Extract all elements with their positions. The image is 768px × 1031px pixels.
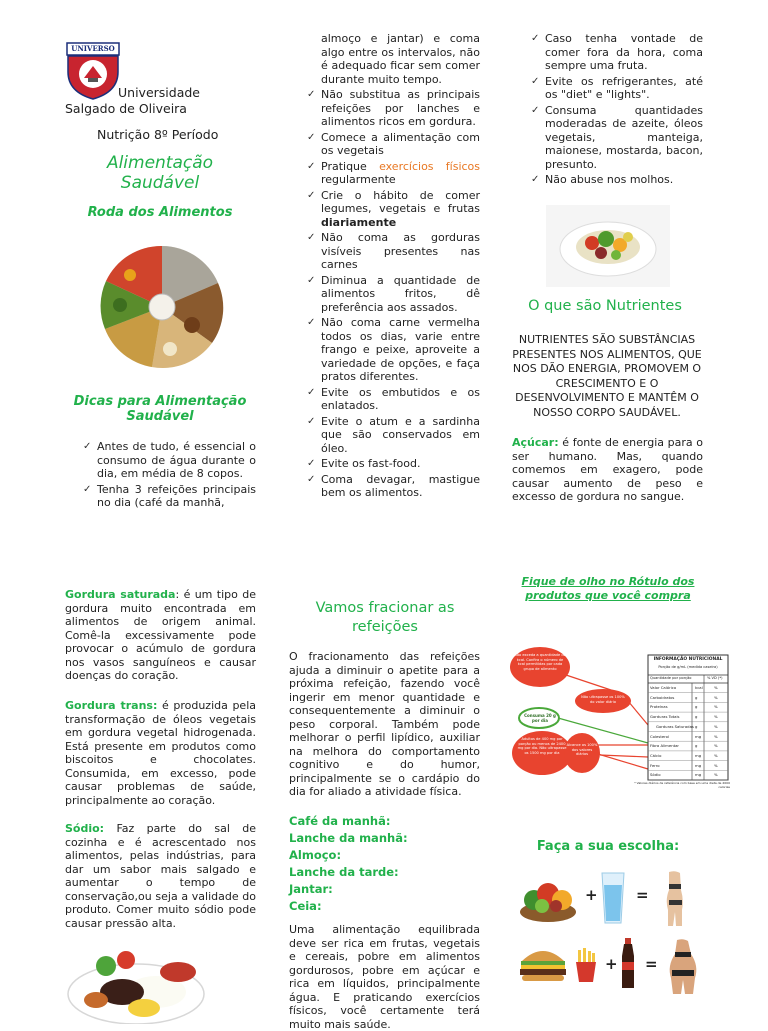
sugar-paragraph bbox=[512, 436, 703, 504]
trans-fat-paragraph bbox=[65, 699, 256, 807]
overweight-body-image bbox=[665, 938, 701, 996]
check-icon: ✓ bbox=[83, 483, 92, 495]
meal-item: Ceia: bbox=[289, 899, 322, 913]
check-icon: ✓ bbox=[307, 317, 316, 328]
check-icon: ✓ bbox=[531, 33, 540, 44]
slim-body-image bbox=[660, 870, 690, 928]
table-row: Carboidratos g % bbox=[650, 694, 718, 700]
logo-text: UNIVERSO bbox=[71, 44, 115, 53]
table-title: INFORMAÇÃO NUTRICIONAL bbox=[653, 657, 723, 662]
balanced-diet-paragraph: Uma alimentação equilibrada deve ser rica em frutas, vegetais e cereais, pobre em alimentos gordurosos, pobre em açúcar e rica em líquidos, principalmente água. E praticando exercícios físicos, você certamente terá muito mais saúde. bbox=[289, 923, 480, 1031]
salad-plate-image bbox=[546, 205, 670, 287]
table-subtitle: Porção de g/mL (medida caseira) bbox=[658, 665, 718, 669]
list-item: ✓ Coma devagar, mastigue bem os alimentos. bbox=[307, 472, 480, 499]
sugar-text: é fonte de energia para o ser humano. Mas, quando comemos em exagero, pode causar aumento de peso e excesso de gordura no sangue. bbox=[512, 436, 703, 503]
check-icon: ✓ bbox=[307, 274, 316, 286]
tips-title-line2: Saudável bbox=[126, 409, 194, 424]
table-row: Cálcio mg % bbox=[650, 752, 718, 758]
choice-title: Faça a sua escolha: bbox=[536, 839, 680, 854]
list-item: ✓ Tenha 3 refeições principais no dia (café da manhã, bbox=[83, 482, 256, 509]
water-glass-image bbox=[599, 871, 627, 925]
meals-title-line2: refeições bbox=[352, 619, 418, 635]
plus-sign-2: + bbox=[605, 955, 618, 973]
callout-daily: Alcance os 100% dos valores diários bbox=[566, 743, 598, 757]
equals-sign: = bbox=[636, 886, 649, 904]
list-item: ✓ Antes de tudo, é essencial o consumo de água durante o dia, em média de 8 copos. bbox=[83, 440, 256, 480]
meal-item: Lanche da tarde: bbox=[289, 865, 399, 879]
table-footnote: * Valores diários de referência com base em uma dieta de 2000 calorias bbox=[634, 781, 730, 789]
nutrients-definition: NUTRIENTES SÃO SUBSTÂNCIAS PRESENTES NOS ALIMENTOS, QUE NOS DÃO ENERGIA, PROMOVEM O CRESCIMENTO E O DESENVOLVIMENTO E MANTÊM O NOSSO CORPO SAUDÁVEL. bbox=[512, 333, 702, 419]
label-title-line2: produtos que você compra bbox=[525, 589, 691, 602]
brochure-title-line1: Alimentação bbox=[106, 153, 214, 173]
list-item: ✓ Crie o hábito de comer legumes, vegetais e frutas diariamente bbox=[307, 188, 480, 229]
check-icon: ✓ bbox=[307, 232, 316, 243]
check-icon: ✓ bbox=[531, 174, 540, 185]
callout-sodium: Adultos de 400 mg por porção ou menos de 2400 mg por dia. Não ultrapasse os 1500 mg por dia bbox=[517, 737, 567, 755]
trans-fat-text: é produzida pela transformação de óleos vegetais em gordura vegetal hidrogenada. Está presente em produtos como biscoitos e chocolates. Consumida, em excesso, pode causar problemas de saúde, principalmente ao coração. bbox=[65, 699, 256, 807]
sodium-paragraph bbox=[65, 822, 256, 930]
highlight-link[interactable]: exercícios físicos bbox=[379, 159, 481, 173]
meals-title-line1: Vamos fracionar as bbox=[315, 600, 455, 616]
meals-list bbox=[289, 813, 480, 915]
tips-list-col1 bbox=[81, 440, 256, 512]
check-icon: ✓ bbox=[307, 386, 316, 398]
tips-continuation: almoço e jantar) e coma algo entre os intervalos, não é adequado ficar sem comer durante muito tempo. bbox=[321, 32, 480, 86]
food-wheel-image bbox=[100, 245, 224, 369]
list-item: ✓ Não coma as gorduras visíveis presentes nas carnes bbox=[307, 231, 480, 271]
callout-fiber: Consuma 20 g por dia bbox=[524, 713, 556, 723]
rice-beans-plate-image bbox=[66, 942, 208, 1024]
list-item: ✓ Consuma quantidades moderadas de azeite, óleos vegetais, manteiga, maionese, mostarda, bacon, presunto. bbox=[531, 103, 703, 171]
nutrition-label-figure bbox=[508, 645, 730, 790]
table-row: Gorduras Totais g % bbox=[650, 714, 718, 720]
check-icon: ✓ bbox=[531, 75, 540, 87]
list-item: ✓ Não substitua as principais refeições por lanches e alimentos ricos em gordura. bbox=[307, 88, 480, 128]
table-row: Gorduras Saturadas g % bbox=[656, 723, 718, 729]
list-item: ✓ Evite os embutidos e os enlatados. bbox=[307, 385, 480, 412]
table-row: Colesterol mg % bbox=[650, 733, 718, 739]
saturated-fat-text: : é um tipo de gordura muito encontrada em alimentos de origem animal. Comê-la excessivamente pode provocar o acúmulo de gordura nos vasos sanguíneos e causar doenças do coração. bbox=[65, 588, 256, 682]
brochure-title-line2: Saudável bbox=[120, 173, 200, 193]
check-icon: ✓ bbox=[307, 189, 316, 201]
meal-item: Lanche da manhã: bbox=[289, 831, 408, 845]
list-item: ✓ Evite o atum e a sardinha que são conservados em óleo. bbox=[307, 414, 480, 455]
check-icon: ✓ bbox=[307, 473, 316, 485]
sodium-text: Faz parte do sal de cozinha e é acrescentado nos alimentos, pelas indústrias, para dar um sabor mais salgado e aumentar o tempo de conservação,ou seja a validade do produto. Comer muito sódio pode causar pressão alta. bbox=[65, 822, 256, 930]
burger-image bbox=[518, 945, 568, 983]
sodium-label: Sódio: bbox=[65, 822, 105, 835]
table-head-qty: Quantidade por porção bbox=[650, 676, 692, 680]
meal-item: Almoço: bbox=[289, 848, 342, 862]
meal-item: Jantar: bbox=[289, 882, 333, 896]
check-icon: ✓ bbox=[531, 104, 540, 116]
university-name-line2: Salgado de Oliveira bbox=[65, 101, 187, 116]
list-item: ✓ Não abuse nos molhos. bbox=[531, 173, 674, 186]
callout-kcal: Não exceda a quantidade de kcal. Confira o número de kcal permitidas por cada grupo de alimento bbox=[514, 653, 566, 671]
tips-title-line1: Dicas para Alimentação bbox=[73, 394, 247, 409]
callout-saturated: Não ultrapasse os 100% do valor diário bbox=[581, 695, 625, 704]
subtitle-food-wheel: Roda dos Alimentos bbox=[87, 205, 233, 220]
meal-item: Café da manhã: bbox=[289, 814, 391, 828]
trans-fat-label: Gordura trans: bbox=[65, 699, 158, 712]
list-item: ✓ Evite os fast-food. bbox=[307, 457, 421, 470]
check-icon: ✓ bbox=[307, 131, 316, 143]
label-title-line1: Fique de olho no Rótulo dos bbox=[521, 575, 695, 588]
list-item: ✓ Caso tenha vontade de comer fora da hora, coma sempre uma fruta. bbox=[531, 32, 703, 72]
plus-sign: + bbox=[585, 886, 598, 904]
saturated-fat-label: Gordura saturada bbox=[65, 588, 176, 601]
tips-list-col3 bbox=[529, 32, 703, 189]
saturated-fat-paragraph bbox=[65, 588, 256, 683]
table-row: Ferro mg % bbox=[650, 762, 718, 768]
list-item: ✓ Pratique exercícios físicos regularmente bbox=[307, 159, 481, 186]
check-icon: ✓ bbox=[307, 160, 316, 172]
cola-bottle-image bbox=[619, 938, 637, 990]
check-icon: ✓ bbox=[307, 89, 316, 100]
check-icon: ✓ bbox=[307, 458, 316, 469]
table-head-vd: % VD (*) bbox=[707, 676, 723, 680]
nutrients-title: O que são Nutrientes bbox=[528, 298, 682, 314]
table-row: Valor Calórico kcal % bbox=[650, 685, 718, 690]
university-logo bbox=[66, 42, 120, 100]
list-item: ✓ Comece a alimentação com os vegetais bbox=[307, 130, 480, 157]
tips-list-col2 bbox=[305, 88, 480, 502]
check-icon: ✓ bbox=[83, 441, 92, 452]
sugar-label: Açúcar: bbox=[512, 436, 559, 449]
equals-sign-2: = bbox=[645, 955, 658, 973]
table-row: Fibra Alimentar g % bbox=[650, 743, 718, 749]
list-item: ✓ Evite os refrigerantes, até os "diet" e "lights". bbox=[531, 74, 703, 101]
table-row: Sódio mg % bbox=[650, 772, 718, 778]
university-name-line1: Universidade bbox=[118, 85, 200, 100]
check-icon: ✓ bbox=[307, 415, 316, 427]
list-item: ✓ Não coma carne vermelha todos os dias, varie entre frango e peixe, aproveite a variedade de opções, e faça pratos diferentes. bbox=[307, 316, 480, 383]
fractioning-paragraph: O fracionamento das refeições ajuda a diminuir o apetite para a próxima refeição, fazendo você ingerir em menor quantidade e consequentemente a diminuir o peso corporal. Também pode melhorar o perfil lipídico, auxiliar na melhora do comportamento cognitivo e do humor, principalmente se o cardápio do dia for aliado a atividade física. bbox=[289, 650, 480, 798]
table-row: Proteínas g % bbox=[650, 704, 718, 710]
vegetable-basket-image bbox=[518, 872, 578, 924]
fries-image bbox=[573, 948, 599, 982]
list-item: ✓ Diminua a quantidade de alimentos fritos, dê preferência aos assados. bbox=[307, 273, 480, 314]
course-label: Nutrição 8º Período bbox=[97, 127, 219, 142]
